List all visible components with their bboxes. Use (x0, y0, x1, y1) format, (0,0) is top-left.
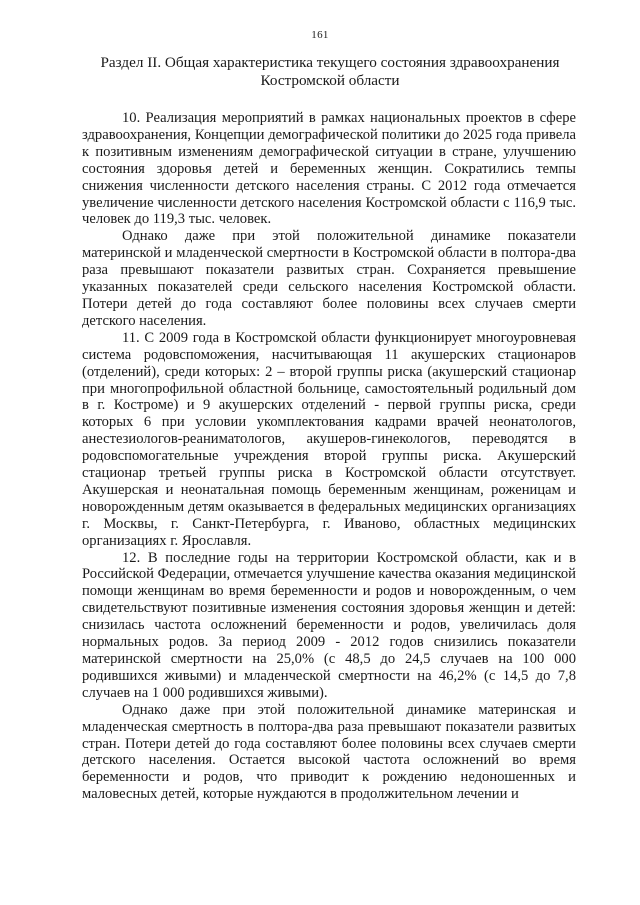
paragraph-11: 11. С 2009 года в Костромской области функционирует многоуровневая система родовспоможения, насчитывающая 11 акушерских стационаров (отделений), среди которых: 2 – второй группы риска (акушерский стационар при многопрофильной областной больнице, самостоятельный родильный дом в г. Костроме) и 9 акушерских отделений - первой группы риска, среди которых 6 при условии укомплектования кадрами врачей неонатологов, анестезиологов-реаниматологов, акушеров-гинекологов, переводятся в родовспомогательные учреждения второй группы риска. Акушерский стационар третьей группы риска в Костромской области отсутствует. Акушерская и неонатальная помощь беременным женщинам, роженицам и новорожденным детям оказывается в федеральных медицинских организациях г. Москвы, г. Санкт-Петербурга, г. Иваново, областных медицинских организациях г. Ярославля. (82, 329, 576, 549)
body-text (82, 110, 576, 803)
paragraph-10-continued: Однако даже при этой положительной динамике показатели материнской и младенческой смертности в Костромской области в полтора-два раза превышают показатели развитых стран. Сохраняется превышение указанных показателей среди сельского населения Костромской области. Потери детей до года составляют более половины всех случаев смерти детского населения. (82, 228, 576, 329)
paragraph-12: 12. В последние годы на территории Костромской области, как и в Российской Федерации, отмечается улучшение качества оказания медицинской помощи женщинам во время беременности и родов и новорожденным, о чем свидетельствуют позитивные изменения состояния здоровья женщин и детей: снизилась частота осложнений беременности и родов, увеличилась доля нормальных родов. За период 2009 - 2012 годов снизились показатели материнской смертности на 25,0% (с 48,5 до 24,5 случаев на 100 000 родившихся живыми) и младенческой смертности на 46,2% (с 14,5 до 7,8 случаев на 1 000 родившихся живыми). (82, 549, 576, 701)
section-title: Раздел II. Общая характеристика текущего состояния здравоохранения Костромской области (100, 54, 560, 89)
page-number: 161 (311, 29, 329, 41)
paragraph-12-continued: Однако даже при этой положительной динамике материнская и младенческая смертность в полтора-два раза превышают показатели развитых стран. Потери детей до года составляют более половины всех случаев смерти детского населения. Остается высокой частота осложнений во время беременности и родов, что приводит к рождению недоношенных и маловесных детей, которые нуждаются в продолжительном лечении и (82, 701, 576, 803)
paragraph-10: 10. Реализация мероприятий в рамках национальных проектов в сфере здравоохранения, Концепции демографической политики до 2025 года привела к позитивным изменениям демографической ситуации в стране, улучшению состояния здоровья детей и беременных женщин. Сократились темпы снижения численности детского населения страны. С 2012 года отмечается увеличение численности детского населения Костромской области с 116,9 тыс. человек до 119,3 тыс. человек. (82, 110, 576, 228)
